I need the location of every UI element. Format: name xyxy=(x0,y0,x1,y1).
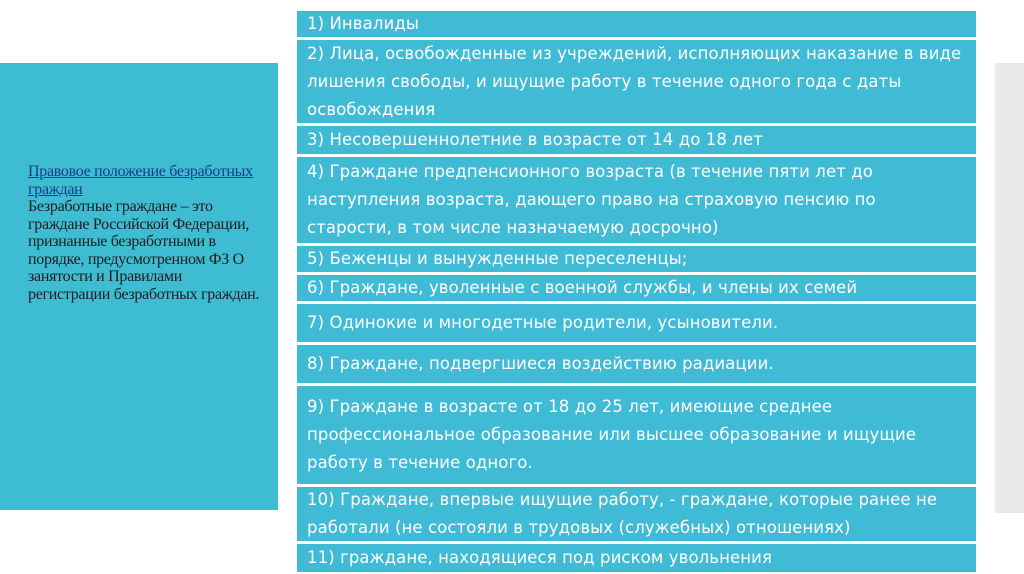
left-panel-text xyxy=(28,163,260,303)
category-row-5: 5) Беженцы и вынужденные переселенцы; xyxy=(296,245,977,273)
categories-table xyxy=(296,10,977,574)
right-edge-strip xyxy=(994,63,1024,513)
category-row-3: 3) Несовершеннолетние в возрасте от 14 до 18 лет xyxy=(296,125,977,155)
category-row-9: 9) Граждане в возрасте от 18 до 25 лет, имеющие среднее профессиональное образование или высшее образование и ищущие работу в течение одного. xyxy=(296,385,977,485)
category-row-1: 1) Инвалиды xyxy=(296,10,977,38)
category-row-4: 4) Граждане предпенсионного возраста (в течение пяти лет до наступления возраста, дающего право на страховую пенсию по старости, в том числе назначаемую досрочно) xyxy=(296,156,977,244)
category-row-10: 10) Граждане, впервые ищущие работу, - граждане, которые ранее не работали (не состояли в трудовых (служебных) отношениях) xyxy=(296,486,977,542)
category-row-6: 6) Граждане, уволенные с военной службы, и члены их семей xyxy=(296,274,977,302)
unemployed-definition: Безработные граждане – это граждане Российской Федерации, признанные безработными в порядке, предусмотренном ФЗ О занятости и Правилами регистрации безработных граждан. xyxy=(28,198,260,303)
category-row-11: 11) граждане, находящиеся под риском увольнения xyxy=(296,543,977,573)
category-row-8: 8) Граждане, подвергшиеся воздействию радиации. xyxy=(296,344,977,384)
left-panel xyxy=(0,63,278,510)
category-row-2: 2) Лица, освобожденные из учреждений, исполняющих наказание в виде лишения свободы, и ищущие работу в течение одного года с даты освобождения xyxy=(296,39,977,124)
category-row-7: 7) Одинокие и многодетные родители, усыновители. xyxy=(296,303,977,343)
legal-status-link[interactable]: Правовое положение безработных граждан xyxy=(28,163,253,198)
